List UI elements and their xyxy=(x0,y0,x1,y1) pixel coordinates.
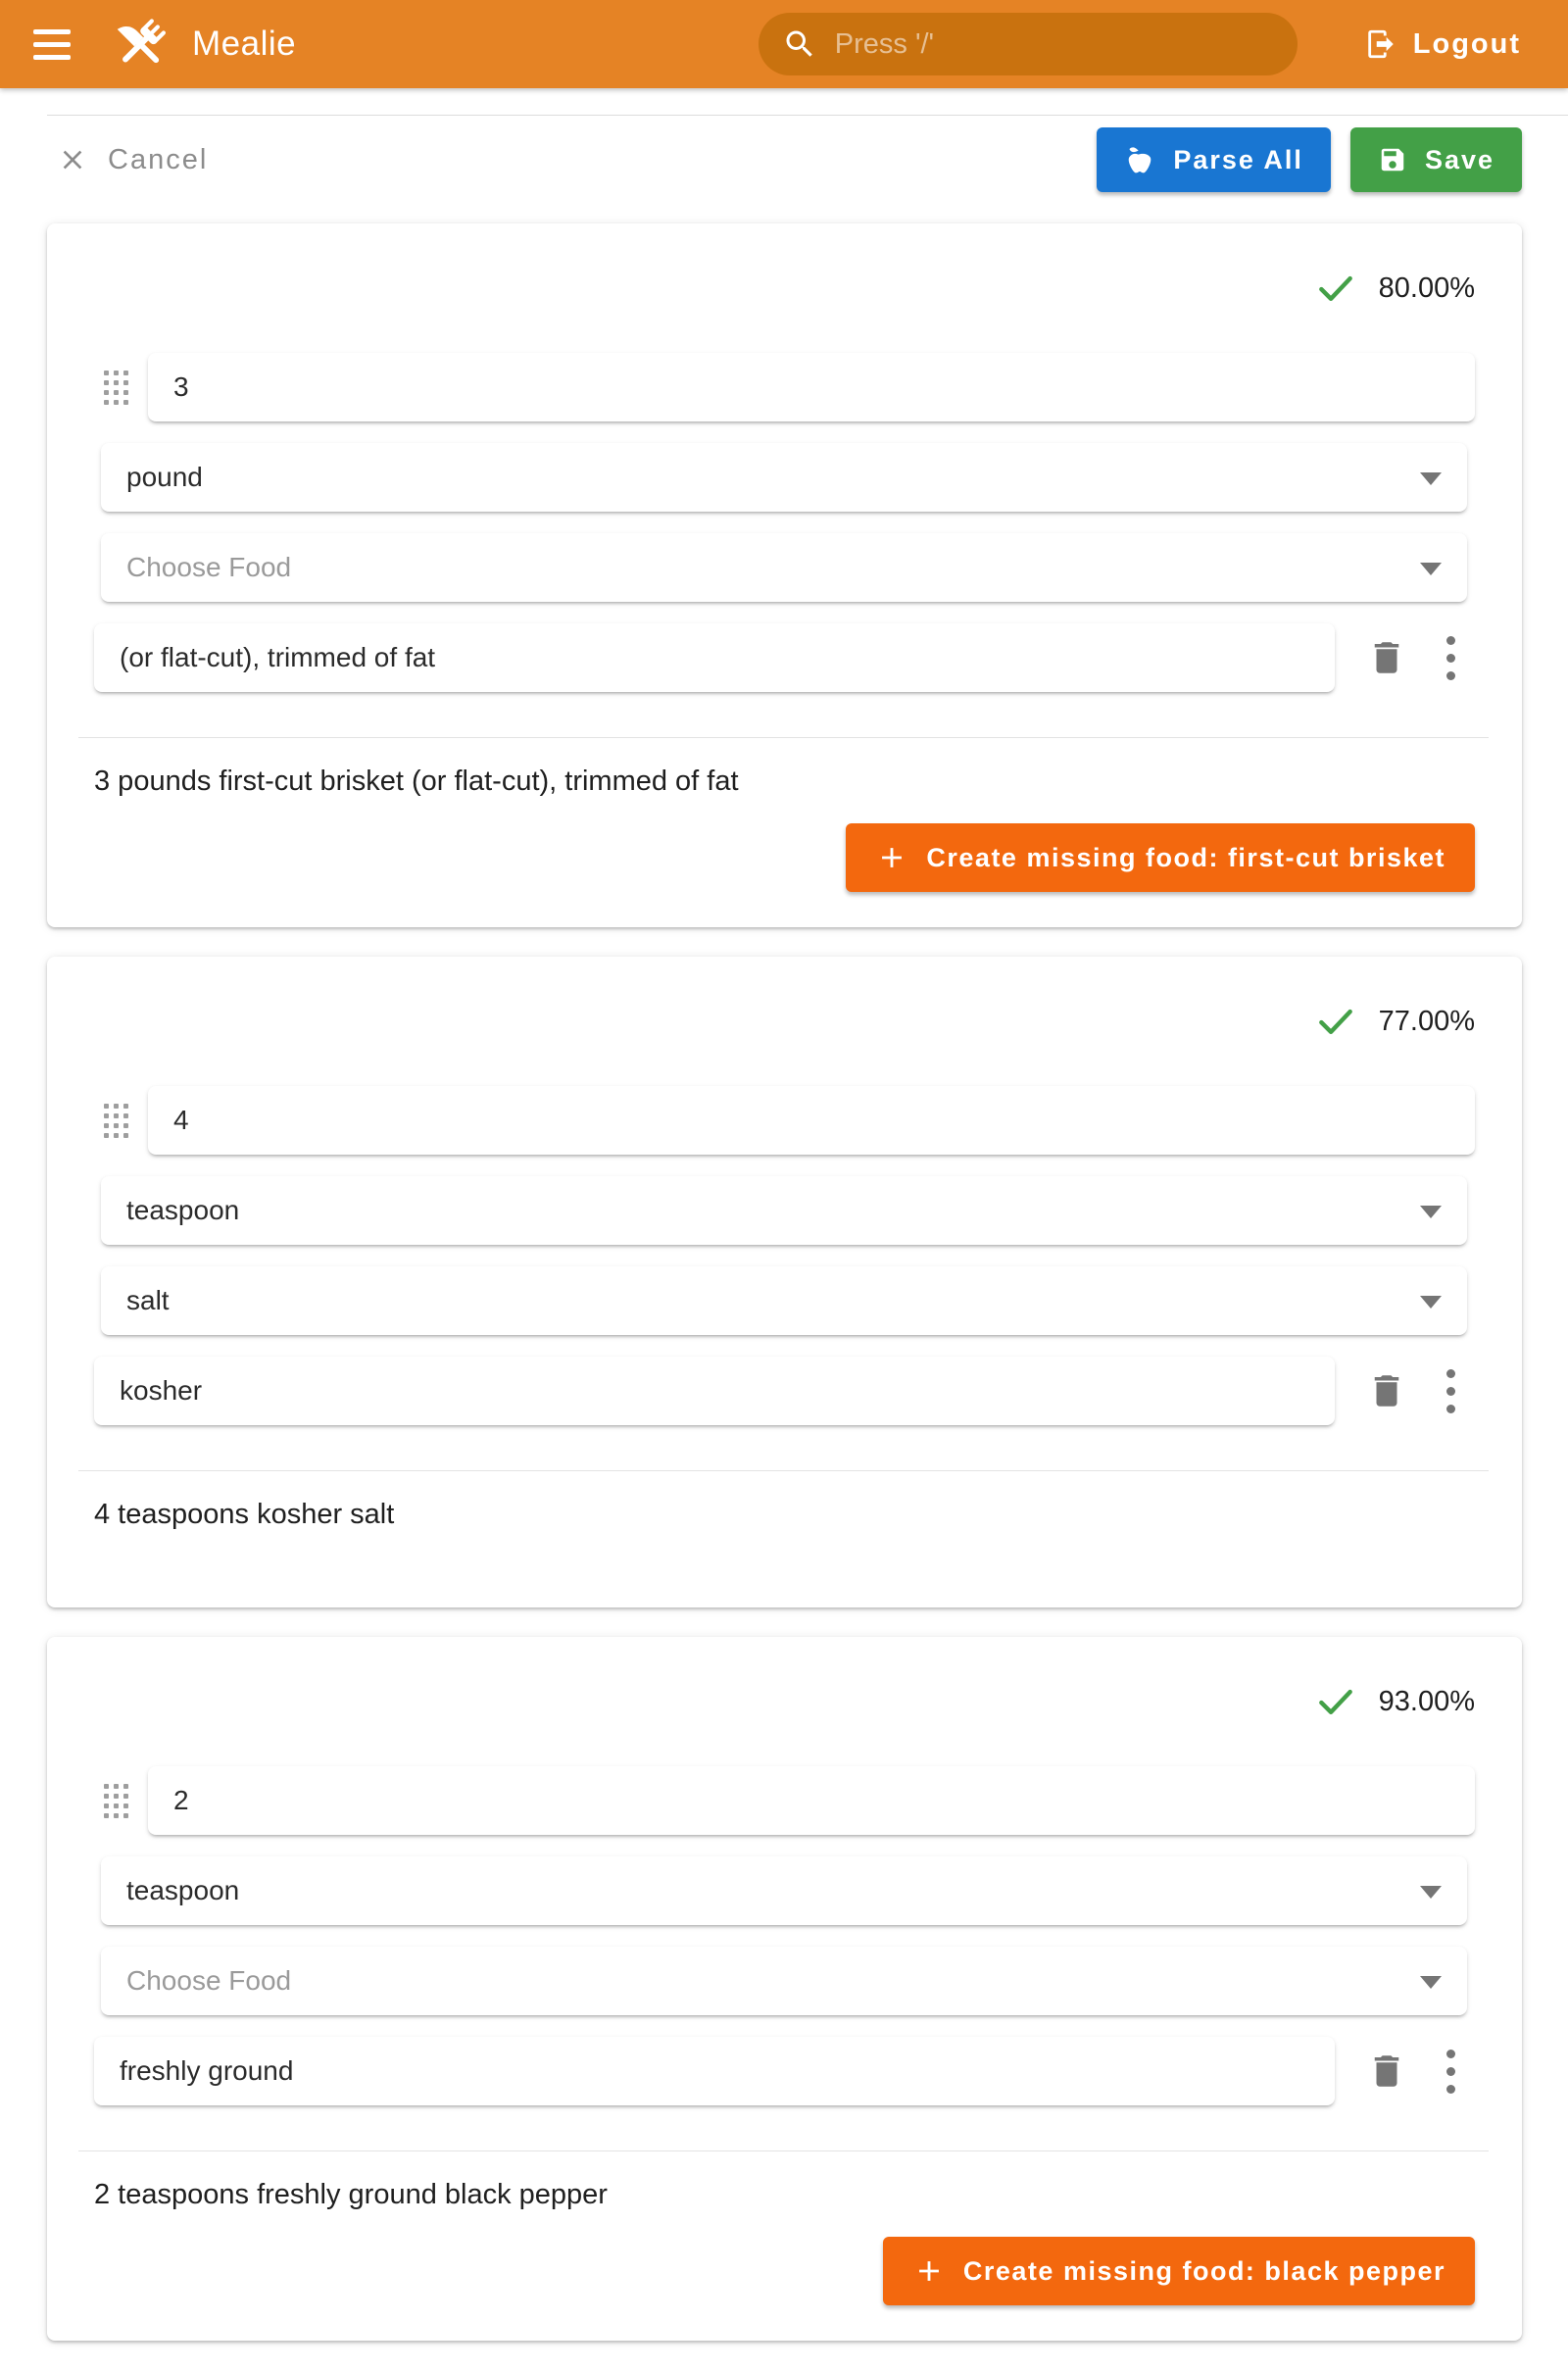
card-divider xyxy=(78,1470,1489,1471)
more-options-button[interactable] xyxy=(1441,1363,1461,1419)
delete-button[interactable] xyxy=(1360,631,1413,684)
unit-input[interactable] xyxy=(126,1875,1442,1906)
plus-icon xyxy=(875,841,908,874)
food-input[interactable] xyxy=(126,1285,1442,1316)
quantity-row xyxy=(94,353,1475,421)
note-input[interactable] xyxy=(120,1375,1309,1407)
note-field xyxy=(94,1357,1335,1425)
search-icon xyxy=(782,26,817,62)
create-food-row xyxy=(94,823,1475,892)
card-divider xyxy=(78,2150,1489,2151)
quantity-row xyxy=(94,1766,1475,1835)
parse-all-button[interactable] xyxy=(1097,127,1331,192)
note-row xyxy=(94,2037,1475,2105)
chevron-down-icon xyxy=(1420,563,1442,575)
check-icon xyxy=(1314,1000,1357,1043)
parse-all-label: Parse All xyxy=(1173,144,1303,174)
quantity-row xyxy=(94,1086,1475,1155)
note-row xyxy=(94,1357,1475,1425)
unit-select[interactable] xyxy=(101,443,1467,512)
create-missing-food-label: Create missing food: black pepper xyxy=(962,2255,1446,2286)
ingredient-card xyxy=(47,957,1522,1607)
menu-icon[interactable] xyxy=(29,24,74,66)
mealie-logo-icon[interactable] xyxy=(110,14,171,74)
chevron-down-icon xyxy=(1420,472,1442,485)
chevron-down-icon xyxy=(1420,1206,1442,1218)
cancel-label: Cancel xyxy=(108,143,209,175)
unit-select[interactable] xyxy=(101,1856,1467,1925)
create-missing-food-button[interactable] xyxy=(846,823,1475,892)
apple-icon xyxy=(1124,144,1155,175)
original-ingredient-text: 2 teaspoons freshly ground black pepper xyxy=(94,2179,608,2210)
ingredient-card xyxy=(47,223,1522,927)
cancel-button[interactable] xyxy=(47,144,218,176)
drag-handle-icon[interactable] xyxy=(100,367,132,409)
quantity-field xyxy=(148,1766,1475,1835)
confidence-row xyxy=(94,1680,1475,1723)
original-ingredient-text: 4 teaspoons kosher salt xyxy=(94,1499,395,1530)
confidence-value: 80.00% xyxy=(1378,272,1475,304)
drag-handle-icon[interactable] xyxy=(100,1100,132,1142)
app-title: Mealie xyxy=(192,25,297,63)
close-icon xyxy=(57,144,88,175)
chevron-down-icon xyxy=(1420,1976,1442,1989)
check-icon xyxy=(1314,1680,1357,1723)
save-button[interactable] xyxy=(1350,127,1522,192)
more-options-button[interactable] xyxy=(1441,630,1461,686)
food-input[interactable] xyxy=(126,1965,1442,1997)
chevron-down-icon xyxy=(1420,1296,1442,1309)
trash-icon xyxy=(1366,637,1407,678)
check-icon xyxy=(1314,267,1357,310)
delete-button[interactable] xyxy=(1360,1364,1413,1417)
logout-button[interactable] xyxy=(1360,20,1525,69)
plus-icon xyxy=(912,2254,946,2288)
app-bar xyxy=(0,0,1568,88)
delete-button[interactable] xyxy=(1360,2045,1413,2098)
note-input[interactable] xyxy=(120,2055,1309,2087)
quantity-input[interactable] xyxy=(173,1105,1449,1136)
confidence-row xyxy=(94,267,1475,310)
note-row xyxy=(94,623,1475,692)
card-divider xyxy=(78,737,1489,738)
quantity-field xyxy=(148,353,1475,421)
confidence-value: 93.00% xyxy=(1378,1685,1475,1717)
note-field xyxy=(94,2037,1335,2105)
create-missing-food-label: Create missing food: first-cut brisket xyxy=(926,842,1446,872)
quantity-input[interactable] xyxy=(173,371,1449,403)
food-select[interactable] xyxy=(101,1947,1467,2015)
ingredient-card xyxy=(47,1637,1522,2341)
more-options-button[interactable] xyxy=(1441,2044,1461,2100)
chevron-down-icon xyxy=(1420,1886,1442,1899)
save-label: Save xyxy=(1424,144,1494,174)
editor-toolbar xyxy=(47,127,1522,192)
confidence-value: 77.00% xyxy=(1378,1005,1475,1037)
original-ingredient-text: 3 pounds first-cut brisket (or flat-cut), trimmed of fat xyxy=(94,766,739,797)
logout-label: Logout xyxy=(1412,27,1521,60)
logout-icon xyxy=(1364,27,1397,61)
confidence-row xyxy=(94,1000,1475,1043)
quantity-input[interactable] xyxy=(173,1785,1449,1816)
create-food-row xyxy=(94,2237,1475,2305)
note-field xyxy=(94,623,1335,692)
unit-input[interactable] xyxy=(126,462,1442,493)
search-input[interactable] xyxy=(833,27,1288,62)
food-select[interactable] xyxy=(101,1266,1467,1335)
create-missing-food-button[interactable] xyxy=(883,2237,1475,2305)
quantity-field xyxy=(148,1086,1475,1155)
search-bar[interactable] xyxy=(759,13,1298,75)
trash-icon xyxy=(1366,1370,1407,1411)
food-input[interactable] xyxy=(126,552,1442,583)
unit-input[interactable] xyxy=(126,1195,1442,1226)
trash-icon xyxy=(1366,2051,1407,2092)
unit-select[interactable] xyxy=(101,1176,1467,1245)
save-icon xyxy=(1378,145,1407,174)
note-input[interactable] xyxy=(120,642,1309,673)
crossed-fork-knife-icon xyxy=(110,14,171,74)
drag-handle-icon[interactable] xyxy=(100,1780,132,1822)
header-divider xyxy=(47,115,1568,116)
food-select[interactable] xyxy=(101,533,1467,602)
